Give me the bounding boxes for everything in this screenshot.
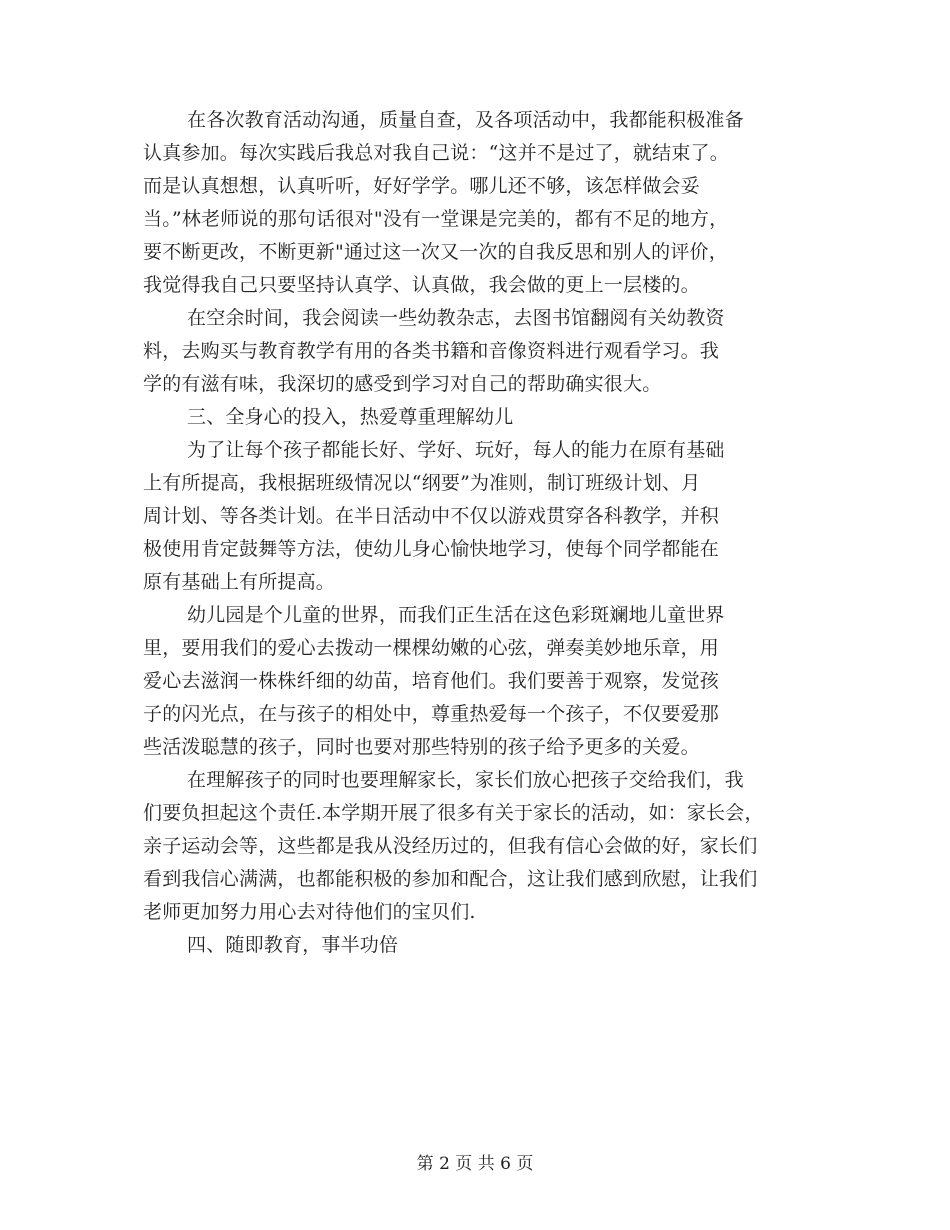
- paragraph-line: 幼儿园是个儿童的世界，而我们正生活在这色彩斑斓地儿童世界: [187, 604, 725, 626]
- paragraph-line: 在各次教育活动沟通，质量自查，及各项活动中，我都能积极准备: [187, 109, 744, 131]
- section-heading: 四、随即教育，事半功倍: [187, 934, 399, 956]
- paragraph-line: 而是认真想想，认真听听，好好学学。哪儿还不够，该怎样做会妥: [143, 175, 700, 197]
- paragraph-line: 爱心去滋润一株株纤细的幼苗，培育他们。我们要善于观察，发觉孩: [143, 670, 720, 692]
- paragraph-line: 子的闪光点，在与孩子的相处中，尊重热爱每一个孩子，不仅要爱那: [143, 703, 720, 725]
- paragraph-line: 老师更加努力用心去对待他们的宝贝们.: [143, 901, 476, 923]
- paragraph-line: 在理解孩子的同时也要理解家长，家长们放心把孩子交给我们，我: [187, 769, 744, 791]
- paragraph-line: 原有基础上有所提高。: [143, 571, 336, 593]
- paragraph-line: 要不断更改，不断更新"通过这一次又一次的自我反思和别人的评价，: [143, 241, 728, 263]
- paragraph-line: 看到我信心满满，也都能积极的参加和配合，这让我们感到欣慰，让我们: [143, 868, 758, 890]
- paragraph-line: 极使用肯定鼓舞等方法，使幼儿身心愉快地学习，使每个同学都能在: [143, 538, 720, 560]
- paragraph-line: 认真参加。每次实践后我总对我自己说：“这并不是过了，就结束了。: [143, 142, 729, 164]
- paragraph-line: 在空余时间，我会阅读一些幼教杂志，去图书馆翻阅有关幼教资: [187, 307, 725, 329]
- paragraph-line: 我觉得我自己只要坚持认真学、认真做，我会做的更上一层楼的。: [143, 274, 700, 296]
- paragraph-line: 们要负担起这个责任.本学期开展了很多有关于家长的活动，如：家长会，: [143, 802, 764, 824]
- paragraph-line: 亲子运动会等，这些都是我从没经历过的，但我有信心会做的好，家长们: [143, 835, 758, 857]
- paragraph-line: 上有所提高，我根据班级情况以“纲要”为准则，制订班级计划、月: [143, 472, 701, 494]
- document-body: [143, 104, 823, 962]
- paragraph-line: 料，去购买与教育教学有用的各类书籍和音像资料进行观看学习。我: [143, 340, 720, 362]
- paragraph-line: 些活泼聪慧的孩子，同时也要对那些特别的孩子给予更多的关爱。: [143, 736, 700, 758]
- paragraph-line: 学的有滋有味，我深切的感受到学习对自己的帮助确实很大。: [143, 373, 662, 395]
- paragraph-line: 当。”林老师说的那句话很对"没有一堂课是完美的，都有不足的地方，: [143, 208, 729, 230]
- paragraph-line: 里，要用我们的爱心去拨动一棵棵幼嫩的心弦，弹奏美妙地乐章，用: [143, 637, 720, 659]
- section-heading: 三、全身心的投入，热爱尊重理解幼儿: [187, 406, 514, 428]
- paragraph-line: 为了让每个孩子都能长好、学好、玩好，每人的能力在原有基础: [187, 439, 725, 461]
- paragraph-line: 周计划、等各类计划。在半日活动中不仅以游戏贯穿各科教学，并积: [143, 505, 720, 527]
- page-number-footer: 第 2 页 共 6 页: [416, 1154, 534, 1174]
